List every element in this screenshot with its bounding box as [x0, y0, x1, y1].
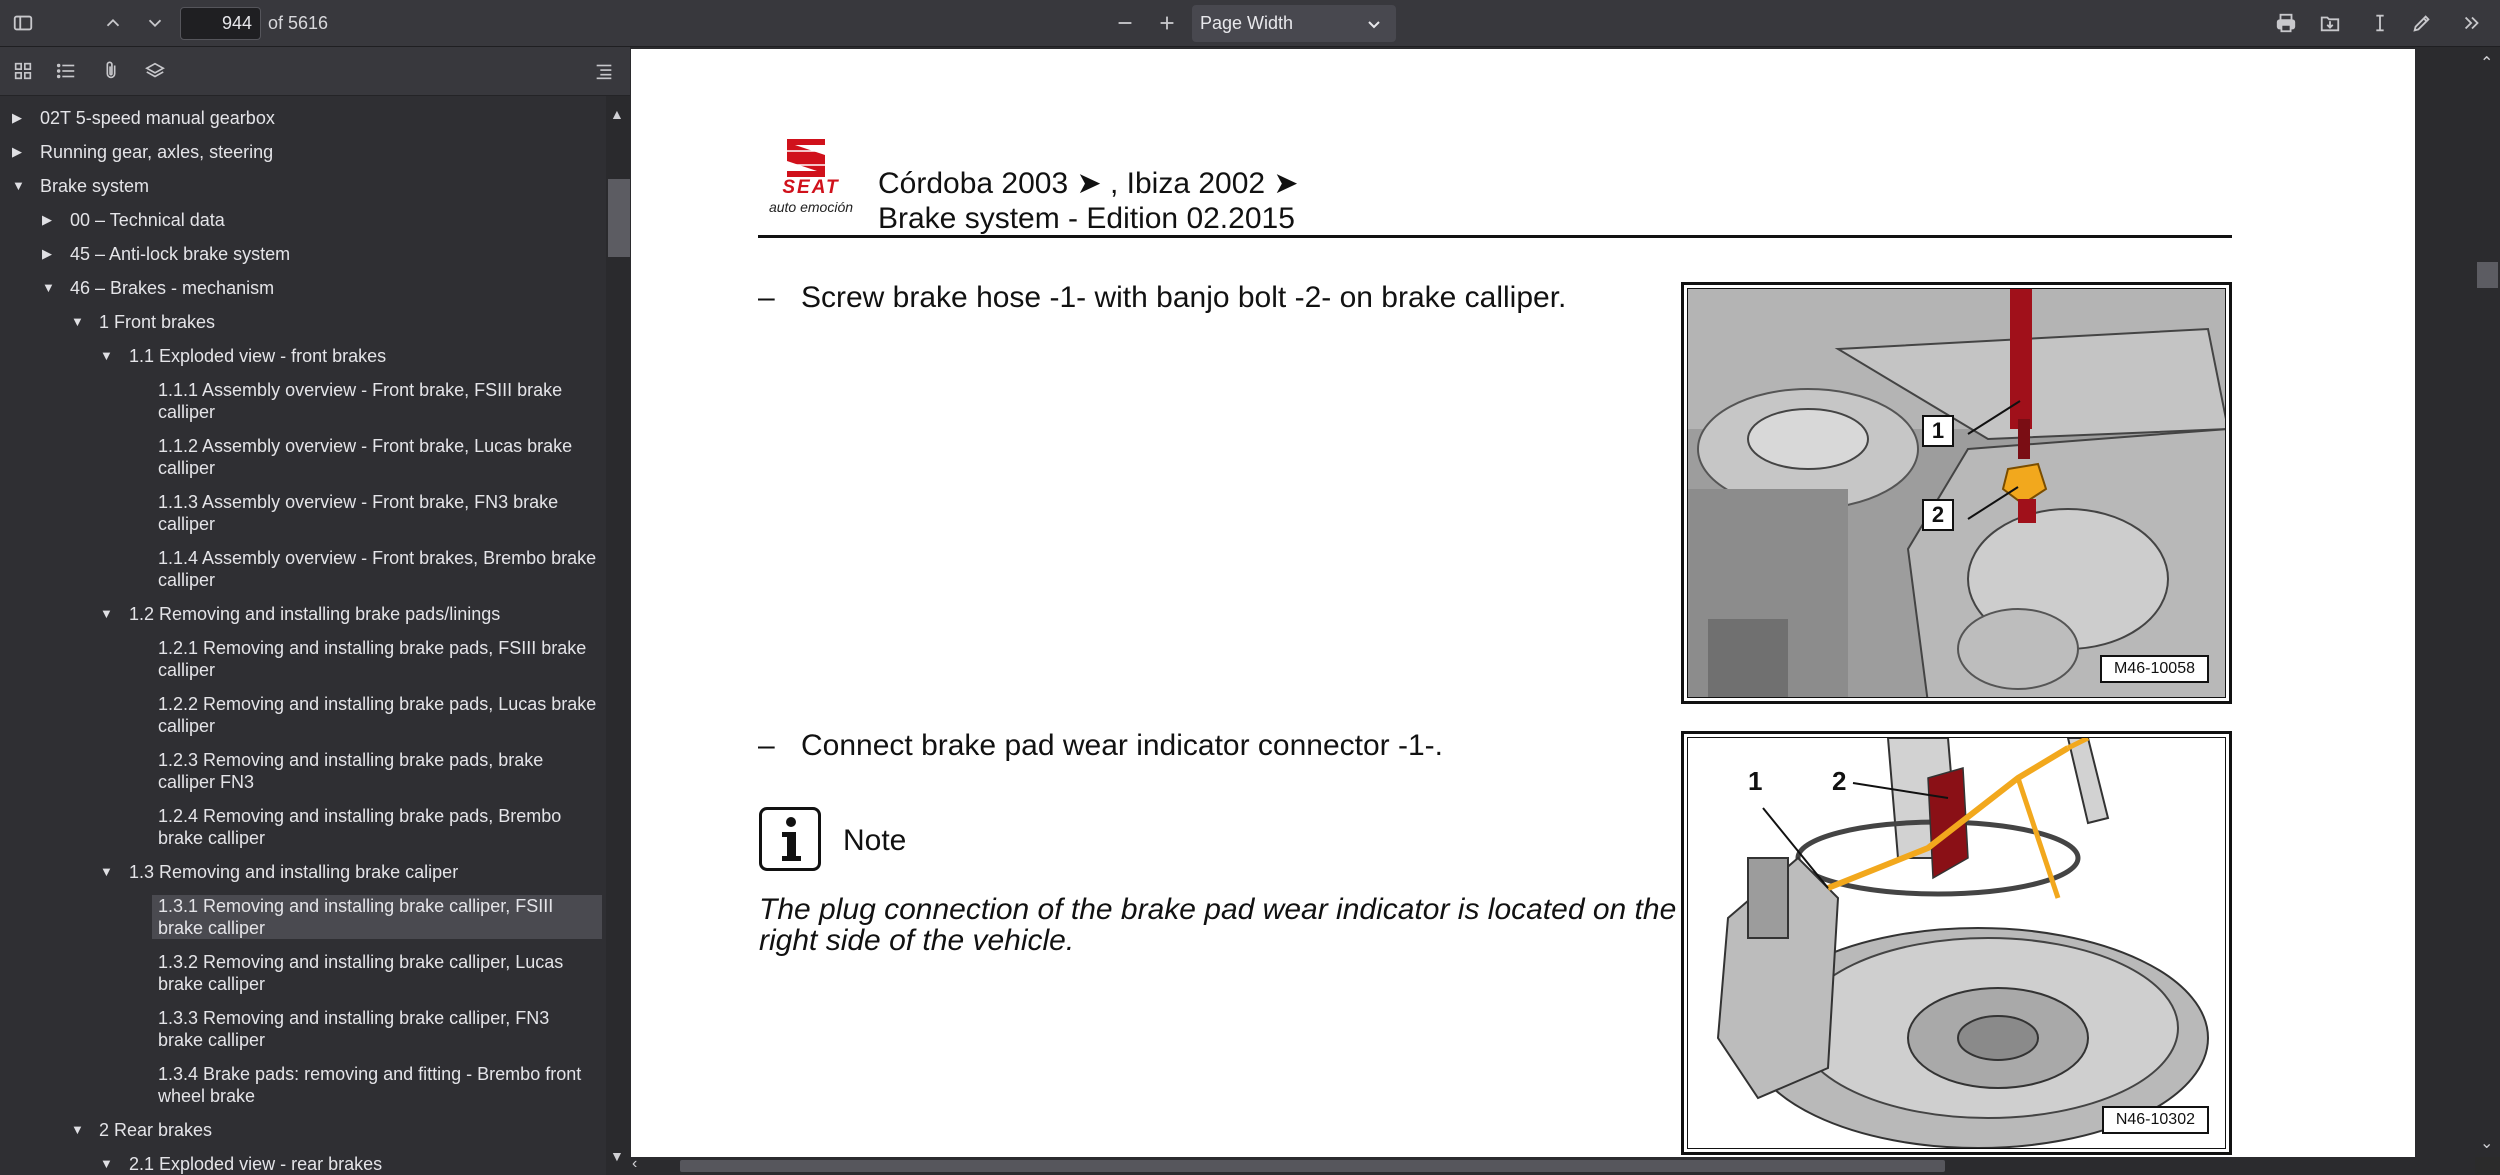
figure1-callout-1: 1 [1922, 415, 1954, 447]
seat-logo [756, 137, 866, 217]
outline-item-label: 1.2.4 Removing and installing brake pads, Brembo brake calliper [158, 806, 562, 848]
zoom-out-icon[interactable] [1107, 6, 1143, 40]
collapsed-triangle-icon[interactable]: ▶ [42, 246, 52, 261]
figure2-code: N46-10302 [2102, 1106, 2209, 1134]
outline-item-label: 02T 5-speed manual gearbox [40, 108, 275, 128]
outline-item-label: 1.2.3 Removing and installing brake pads, brake calliper FN3 [158, 750, 544, 792]
save-download-icon[interactable] [2312, 6, 2348, 40]
viewer-horizontal-scrollbar-thumb[interactable] [680, 1160, 1945, 1172]
outline-item-label: 1.3 Removing and installing brake caliper [129, 862, 459, 882]
outline-item-label: 1.1.4 Assembly overview - Front brakes, Brembo brake calliper [158, 548, 597, 590]
collapsed-triangle-icon[interactable]: ▶ [12, 110, 22, 125]
viewer-horizontal-scrollbar[interactable] [630, 1157, 2475, 1175]
expanded-triangle-icon[interactable]: ▼ [100, 1156, 113, 1171]
step1-dash: – [758, 281, 775, 314]
draw-pen-icon[interactable] [2404, 6, 2440, 40]
seat-tagline: auto emoción [768, 199, 854, 215]
attachments-icon[interactable] [96, 56, 126, 86]
document-viewer [630, 47, 2500, 1157]
instruction-step-1: Screw brake hose -1- with banjo bolt -2- on brake calliper. [801, 281, 1567, 314]
scroll-up-icon[interactable]: ⌃ [2480, 55, 2494, 72]
outline-item-label: 2.1 Exploded view - rear brakes [129, 1154, 383, 1174]
pdf-page [631, 49, 2415, 1157]
print-icon[interactable] [2268, 6, 2304, 40]
figure1-callout-2: 2 [1922, 499, 1954, 531]
outline-item-label: 1.1.3 Assembly overview - Front brake, FN3 brake calliper [158, 492, 559, 534]
more-tools-icon[interactable] [2454, 6, 2490, 40]
outline-item-label: 1.1.1 Assembly overview - Front brake, FSIII brake calliper [158, 380, 563, 422]
viewer-vertical-scrollbar-thumb[interactable] [2477, 262, 2498, 288]
sidebar-toggle-icon[interactable] [5, 6, 41, 40]
document-header-edition: Brake system - Edition 02.2015 [878, 202, 1295, 235]
page-number-input[interactable]: 944 [180, 7, 261, 40]
note-text: The plug connection of the brake pad wear indicator is located on the right side of the vehicle. [759, 893, 1677, 957]
seat-logo-mark [781, 137, 831, 179]
expanded-triangle-icon[interactable]: ▼ [42, 280, 55, 295]
sidebar [0, 47, 630, 1175]
scroll-left-icon[interactable]: ‹ [632, 1155, 638, 1172]
collapsed-triangle-icon[interactable]: ▶ [42, 212, 52, 227]
expanded-triangle-icon[interactable]: ▼ [100, 606, 113, 621]
outline-item-label: 1.1 Exploded view - front brakes [129, 346, 387, 366]
sidebar-scrollbar[interactable] [606, 96, 630, 1175]
outline-item-label: 1.3.2 Removing and installing brake calliper, Lucas brake calliper [158, 952, 564, 994]
outline-item-label: Running gear, axles, steering [40, 142, 274, 162]
figure-wear-indicator [1681, 731, 2232, 1155]
document-outline [0, 96, 606, 1175]
layers-icon[interactable] [140, 56, 170, 86]
expanded-triangle-icon[interactable]: ▼ [100, 864, 113, 879]
scroll-down-icon[interactable]: ⌄ [2480, 1135, 2494, 1152]
outline-item-label: 2 Rear brakes [99, 1120, 213, 1140]
outline-item-label: 00 – Technical data [70, 210, 225, 230]
collapsed-triangle-icon[interactable]: ▶ [12, 144, 22, 159]
next-page-icon[interactable] [137, 6, 173, 40]
brake-disc-illustration [1688, 738, 2226, 1149]
header-rule [758, 235, 2232, 238]
expanded-triangle-icon[interactable]: ▼ [100, 348, 113, 363]
note-label: Note [843, 824, 907, 857]
zoom-in-icon[interactable] [1149, 6, 1185, 40]
scroll-down-icon[interactable]: ▼ [610, 1148, 624, 1164]
outline-item-label: 1.2.1 Removing and installing brake pads, FSIII brake calliper [158, 638, 587, 680]
scroll-up-icon[interactable]: ▲ [610, 106, 624, 122]
find-outline-icon[interactable] [589, 56, 619, 86]
zoom-select[interactable] [1192, 5, 1396, 42]
outline-item-label: 1.2 Removing and installing brake pads/linings [129, 604, 501, 624]
outline-item-label: 45 – Anti-lock brake system [70, 244, 291, 264]
outline-item-label: 46 – Brakes - mechanism [70, 278, 275, 298]
brake-hose-illustration [1688, 289, 2226, 698]
seat-logo-text: SEAT [782, 177, 840, 198]
outline-item-label: 1.3.3 Removing and installing brake calliper, FN3 brake calliper [158, 1008, 550, 1050]
outline-item-label: 1.3.4 Brake pads: removing and fitting - Brembo front wheel brake [158, 1064, 582, 1106]
sidebar-toolbar [0, 47, 630, 96]
info-icon [759, 807, 821, 871]
expanded-triangle-icon[interactable]: ▼ [12, 178, 25, 193]
outline-item-label: 1.2.2 Removing and installing brake pads, Lucas brake calliper [158, 694, 597, 736]
chevron-down-icon [1364, 5, 1384, 43]
outline-item-label: 1.1.2 Assembly overview - Front brake, Lucas brake calliper [158, 436, 573, 478]
zoom-select-value: Page Width [1200, 13, 1294, 33]
outline-item-label: Brake system [40, 176, 150, 196]
thumbnails-icon[interactable] [8, 56, 38, 86]
top-toolbar [0, 0, 2500, 47]
figure2-callout-2: 2 [1832, 766, 1847, 796]
step2-dash: – [758, 729, 775, 762]
page-count: of 5616 [268, 13, 329, 33]
document-header-models: Córdoba 2003 ➤ , Ibiza 2002 ➤ [878, 167, 1299, 200]
figure2-callout-1: 1 [1748, 766, 1763, 796]
sidebar-scrollbar-thumb[interactable] [608, 179, 630, 257]
figure-brake-hose [1681, 282, 2232, 704]
text-select-icon[interactable] [2362, 6, 2398, 40]
expanded-triangle-icon[interactable]: ▼ [71, 1122, 84, 1137]
outline-item-label: 1 Front brakes [99, 312, 216, 332]
expanded-triangle-icon[interactable]: ▼ [71, 314, 84, 329]
figure1-code: M46-10058 [2100, 655, 2209, 683]
instruction-step-2: Connect brake pad wear indicator connector -1-. [801, 729, 1444, 762]
viewer-vertical-scrollbar[interactable] [2475, 47, 2500, 1157]
outline-item-label: 1.3.1 Removing and installing brake calliper, FSIII brake calliper [152, 895, 602, 939]
outline-icon[interactable] [51, 56, 81, 86]
previous-page-icon[interactable] [95, 6, 131, 40]
